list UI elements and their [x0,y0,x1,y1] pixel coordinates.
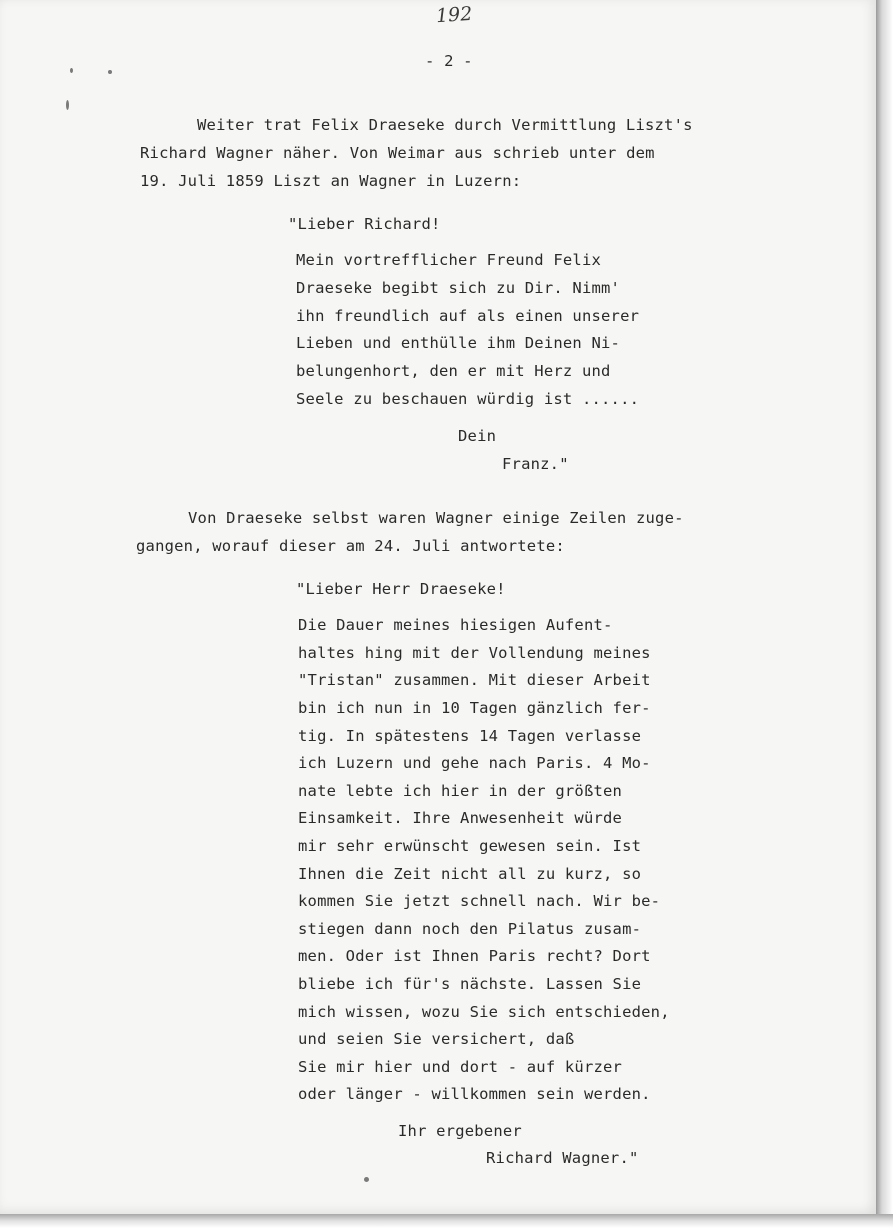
letter2-line: ich Luzern und gehe nach Paris. 4 Mo- [298,754,651,772]
letter1-line: Lieben und enthülle ihm Deinen Ni- [296,334,621,352]
letter1-closing: Dein [458,427,497,445]
letter1-line: belungenhort, den er mit Herz und [296,362,611,380]
letter1-line: Draeseke begibt sich zu Dir. Nimm' [296,279,621,297]
letter2-line: nate lebte ich hier in der größten [298,782,623,800]
letter1-line: Mein vortrefflicher Freund Felix [296,251,602,269]
page-number: - 2 - [425,52,473,70]
intro-line: Richard Wagner näher. Von Weimar aus schrieb unter dem [140,144,655,162]
letter2-line: tig. In spätestens 14 Tagen verlasse [298,727,642,745]
letter1-salutation: "Lieber Richard! [288,215,441,233]
letter2-line: bin ich nun in 10 Tagen gänzlich fer- [298,699,651,717]
letter2-line: Einsamkeit. Ihre Anwesenheit würde [298,809,623,827]
letter2-salutation: "Lieber Herr Draeseke! [296,580,506,598]
letter2-line: mir sehr erwünscht gewesen sein. Ist [298,837,642,855]
scan-speck [364,1177,369,1182]
letter2-signature: Richard Wagner." [486,1149,639,1167]
letter2-line: men. Oder ist Ihnen Paris recht? Dort [298,947,651,965]
letter2-line: Ihnen die Zeit nicht all zu kurz, so [298,865,642,883]
scan-speck [108,70,112,74]
letter1-line: Seele zu beschauen würdig ist ...... [296,390,640,408]
middle-line: Von Draeseke selbst waren Wagner einige Zeilen zuge- [188,509,684,527]
letter1-line: ihn freundlich auf als einen unserer [296,307,640,325]
letter2-line: "Tristan" zusammen. Mit dieser Arbeit [298,671,651,689]
letter2-line: haltes hing mit der Vollendung meines [298,644,651,662]
scan-speck [66,100,69,110]
archive-number: 192 [435,2,473,28]
scan-edge-right [876,0,893,1228]
scan-speck [70,68,73,73]
scan-edge-bottom [0,1214,893,1228]
letter2-line: bliebe ich für's nächste. Lassen Sie [298,975,642,993]
letter2-line: Die Dauer meines hiesigen Aufent- [298,616,613,634]
letter2-line: stiegen dann noch den Pilatus zusam- [298,920,642,938]
letter2-closing: Ihr ergebener [398,1122,522,1140]
letter2-line: und seien Sie versichert, daß [298,1030,575,1048]
intro-line: 19. Juli 1859 Liszt an Wagner in Luzern: [140,172,522,190]
letter2-line: oder länger - willkommen sein werden. [298,1085,651,1103]
letter1-signature: Franz." [502,455,569,473]
intro-line: Weiter trat Felix Draeseke durch Vermittlung Liszt's [197,116,693,134]
middle-line: gangen, worauf dieser am 24. Juli antwortete: [136,537,565,555]
letter2-line: kommen Sie jetzt schnell nach. Wir be- [298,892,661,910]
letter2-line: mich wissen, wozu Sie sich entschieden, [298,1003,670,1021]
letter2-line: Sie mir hier und dort - auf kürzer [298,1058,623,1076]
